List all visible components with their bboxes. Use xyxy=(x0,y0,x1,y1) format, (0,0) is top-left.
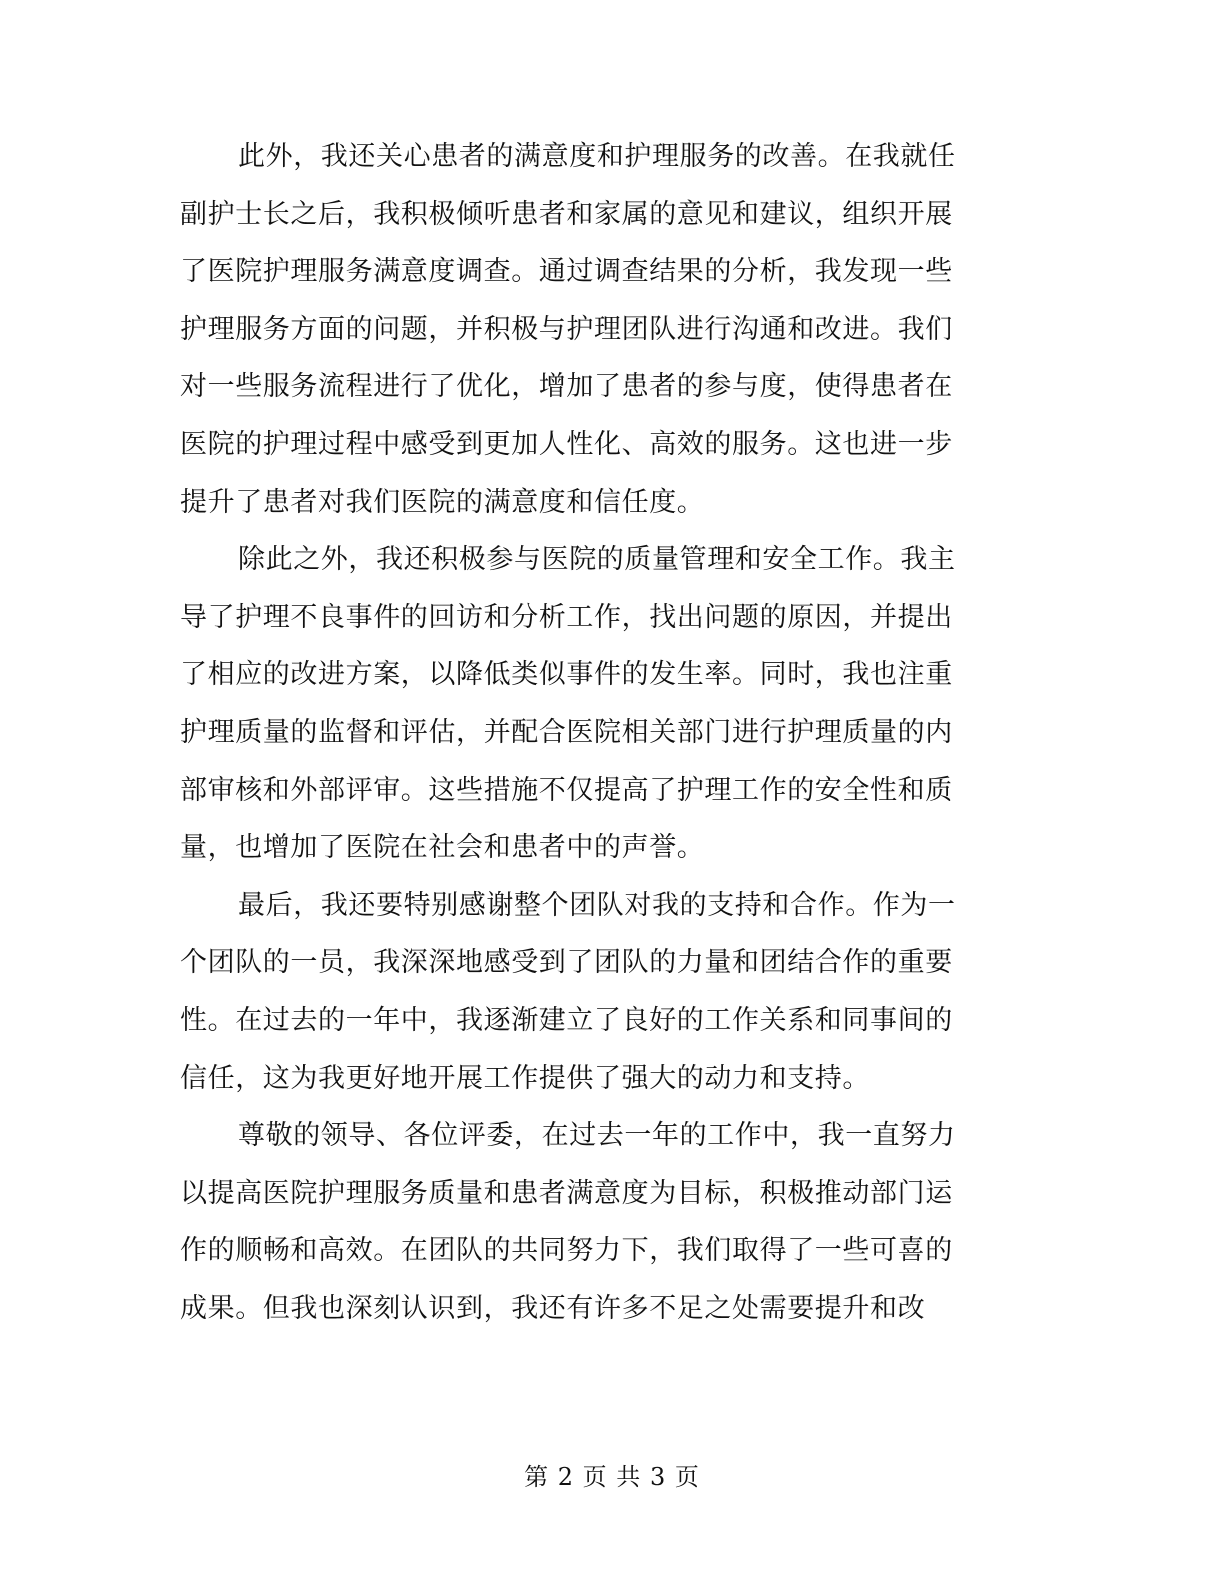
text-line: 导了护理不良事件的回访和分析工作，找出问题的原因，并提出 xyxy=(180,601,953,633)
paragraph xyxy=(180,877,1010,1107)
text-line: 性。在过去的一年中，我逐渐建立了良好的工作关系和同事间的 xyxy=(180,1004,953,1036)
text-line: 护理服务方面的问题，并积极与护理团队进行沟通和改进。我们 xyxy=(180,313,953,345)
text-line: 量，也增加了医院在社会和患者中的声誉。 xyxy=(180,832,705,864)
text-line: 个团队的一员，我深深地感受到了团队的力量和团结合作的重要 xyxy=(180,947,953,979)
text-line: 最后，我还要特别感谢整个团队对我的支持和合作。作为一 xyxy=(238,889,956,921)
text-line: 以提高医院护理服务质量和患者满意度为目标，积极推动部门运 xyxy=(180,1177,953,1209)
text-line: 副护士长之后，我积极倾听患者和家属的意见和建议，组织开展 xyxy=(180,198,953,230)
text-line: 作的顺畅和高效。在团队的共同努力下，我们取得了一些可喜的 xyxy=(180,1235,953,1267)
text-line: 护理质量的监督和评估，并配合医院相关部门进行护理质量的内 xyxy=(180,716,953,748)
paragraph xyxy=(180,128,1010,531)
text-line: 提升了患者对我们医院的满意度和信任度。 xyxy=(180,486,705,518)
text-line: 医院的护理过程中感受到更加人性化、高效的服务。这也进一步 xyxy=(180,428,953,460)
text-line: 了相应的改进方案，以降低类似事件的发生率。同时，我也注重 xyxy=(180,659,953,691)
text-line: 部审核和外部评审。这些措施不仅提高了护理工作的安全性和质 xyxy=(180,774,953,806)
text-line: 此外，我还关心患者的满意度和护理服务的改善。在我就任 xyxy=(238,141,956,172)
text-line: 除此之外，我还积极参与医院的质量管理和安全工作。我主 xyxy=(238,544,956,576)
text-line: 尊敬的领导、各位评委，在过去一年的工作中，我一直努力 xyxy=(238,1120,956,1152)
page-number-footer: 第 2 页 共 3 页 xyxy=(524,1463,700,1491)
text-line: 成果。但我也深刻认识到，我还有许多不足之处需要提升和改 xyxy=(180,1292,926,1324)
paragraph xyxy=(180,531,1010,877)
document-body xyxy=(180,128,1010,1337)
paragraph xyxy=(180,1107,1010,1337)
text-line: 信任，这为我更好地开展工作提供了强大的动力和支持。 xyxy=(180,1062,870,1094)
text-line: 了医院护理服务满意度调查。通过调查结果的分析，我发现一些 xyxy=(180,256,953,288)
text-line: 对一些服务流程进行了优化，增加了患者的参与度，使得患者在 xyxy=(180,371,953,403)
